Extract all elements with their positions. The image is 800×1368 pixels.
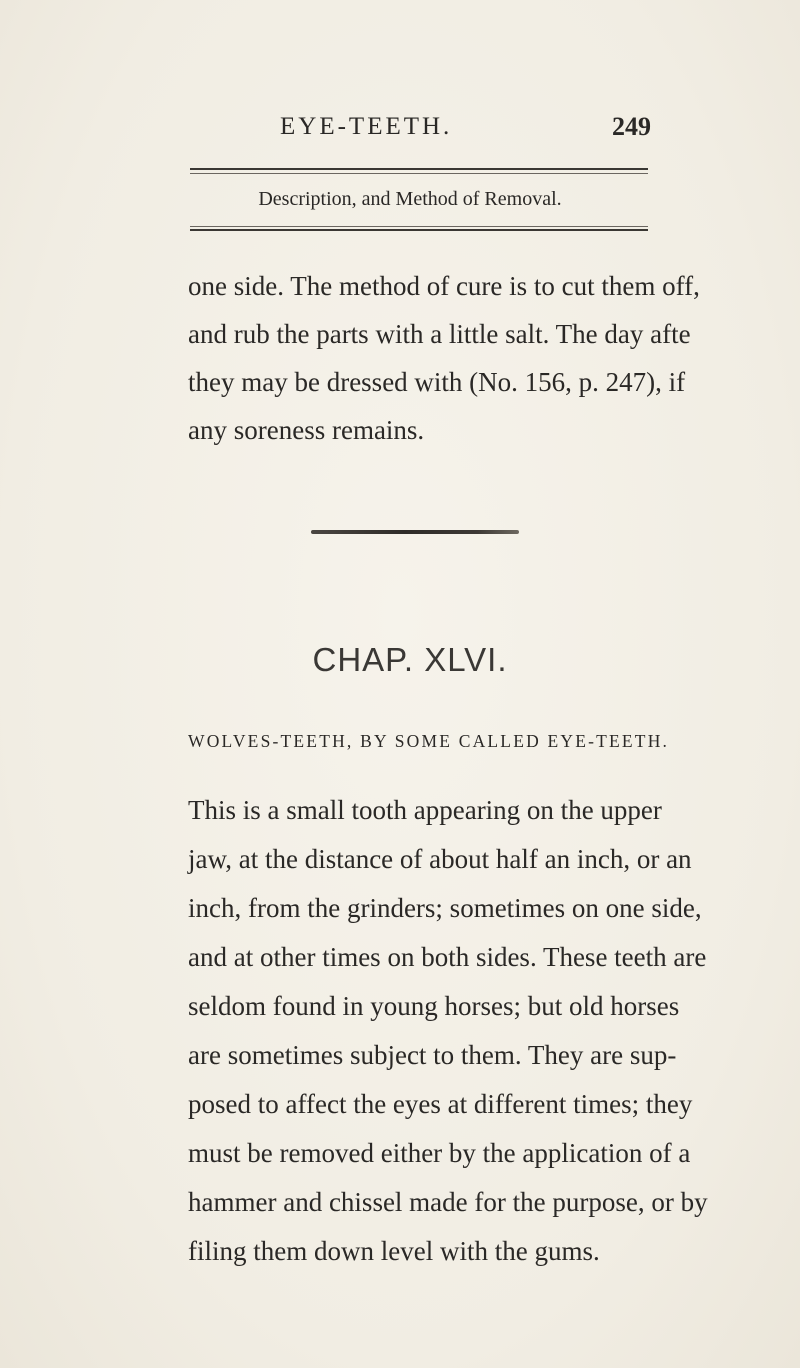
text-line: filing them down level with the gums.	[188, 1236, 600, 1266]
text-line: and at other times on both sides. These teeth are	[188, 942, 707, 972]
chapter-title	[0, 640, 800, 680]
text-line: and rub the parts with a little salt. The day afte	[188, 319, 691, 349]
header-rule-top	[190, 168, 648, 170]
text-line: This is a small tooth appearing on the upper	[188, 795, 662, 825]
section-caption-text: Description, and Method of Removal.	[258, 188, 562, 210]
text-line: inch, from the grinders; sometimes on one side,	[188, 893, 702, 923]
text-line: they may be dressed with (No. 156, p. 247), if	[188, 367, 686, 397]
chapter-divider	[311, 530, 519, 534]
page-number: 249	[612, 112, 651, 141]
chapter-subtitle: WOLVES-TEETH, BY SOME CALLED EYE-TEETH.	[188, 731, 670, 751]
text-line: seldom found in young horses; but old horses	[188, 991, 680, 1021]
text-line: any soreness remains.	[188, 415, 425, 445]
text-line: one side. The method of cure is to cut them off,	[188, 271, 700, 301]
running-title: EYE-TEETH.	[280, 113, 453, 140]
running-head	[0, 112, 800, 148]
chapter-title-text: CHAP. XLVI.	[312, 641, 508, 678]
chapter-body-paragraph	[188, 786, 708, 1276]
paragraph-continued	[188, 262, 700, 454]
text-line: posed to affect the eyes at different times; they	[188, 1089, 693, 1119]
text-line: jaw, at the distance of about half an inch, or an	[188, 844, 692, 874]
header-rule-bottom	[190, 226, 648, 227]
text-line: hammer and chissel made for the purpose, or by	[188, 1187, 708, 1217]
section-caption	[0, 186, 800, 212]
text-line: are sometimes subject to them. They are sup-	[188, 1040, 677, 1070]
text-line: must be removed either by the application of a	[188, 1138, 691, 1168]
